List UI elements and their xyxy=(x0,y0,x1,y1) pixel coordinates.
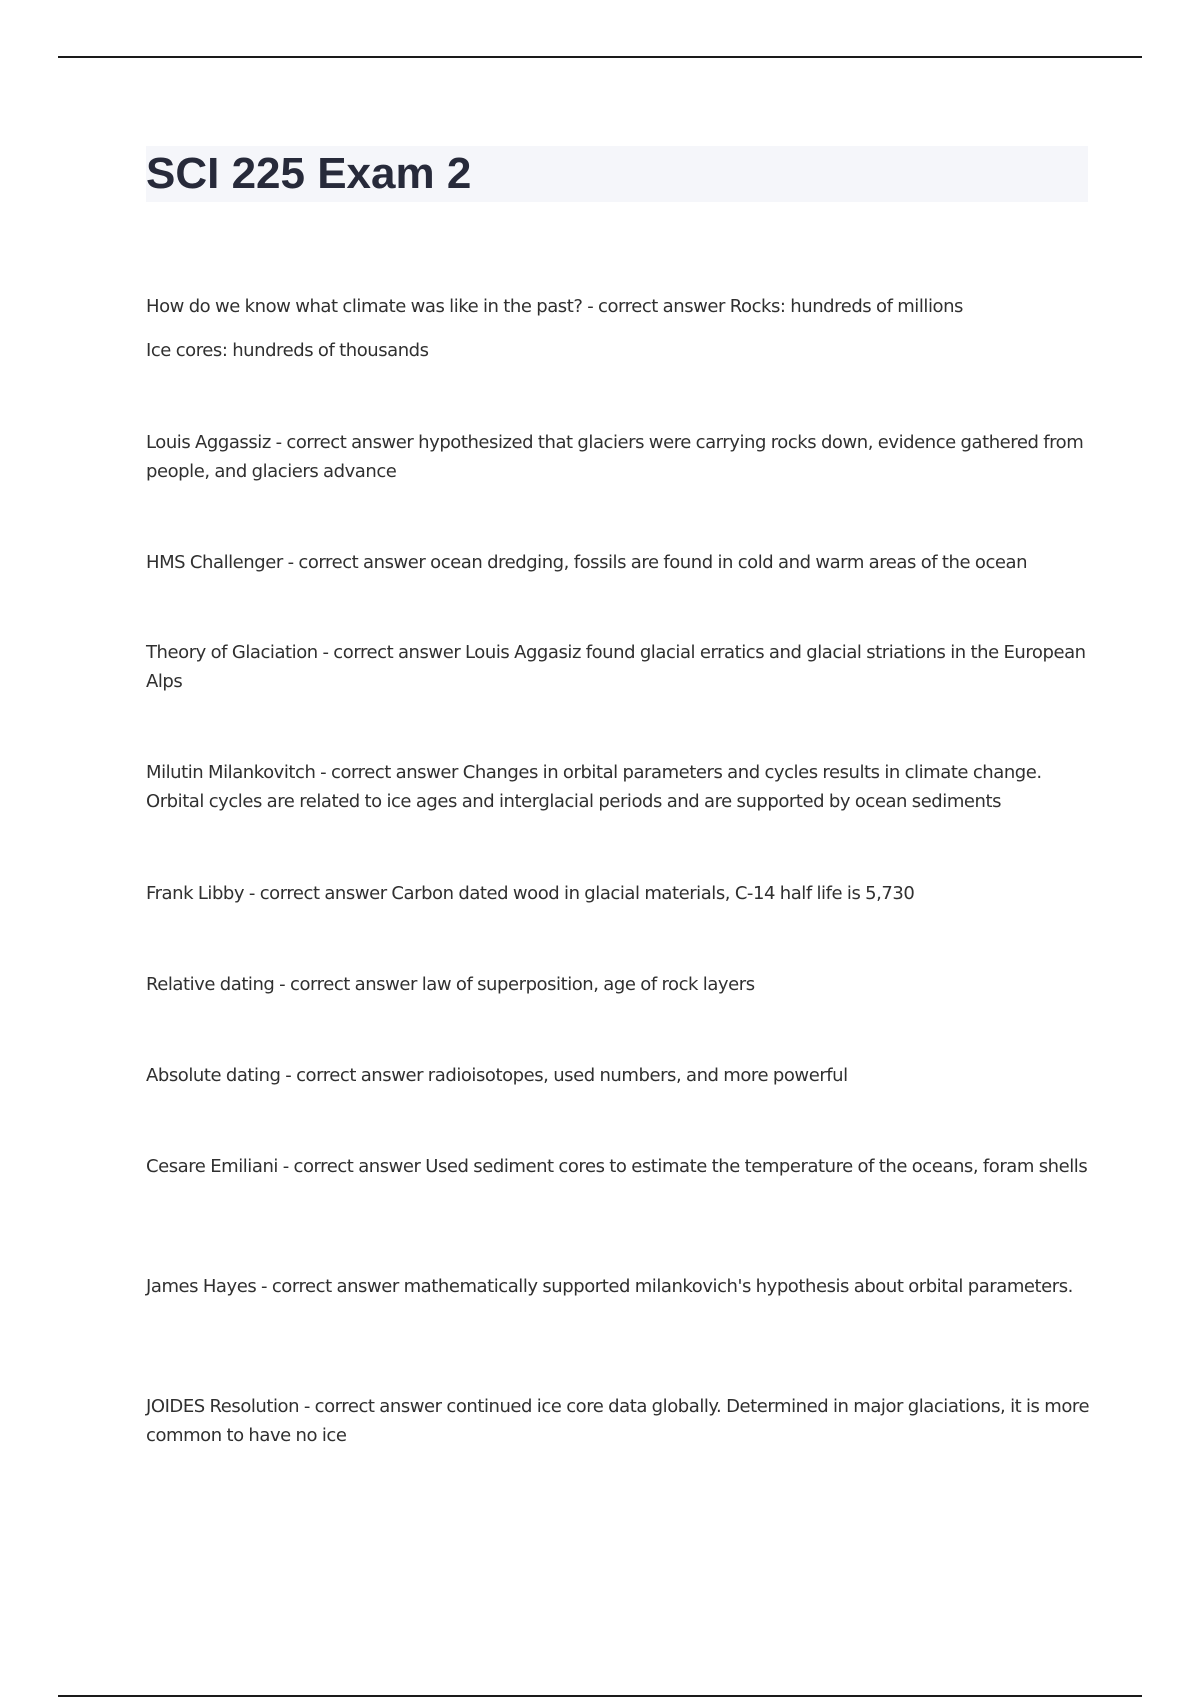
entry-ice-cores: Ice cores: hundreds of thousands xyxy=(146,340,429,361)
entry-hms-challenger: HMS Challenger - correct answer ocean dredging, fossils are found in cold and warm areas of the ocean xyxy=(146,552,1028,573)
bottom-rule xyxy=(58,1695,1142,1697)
top-rule xyxy=(58,56,1142,58)
entry-milutin-milankovitch: Milutin Milankovitch - correct answer Changes in orbital parameters and cycles results in climate change. Orbital cycles are related to ice ages and interglacial periods and are supported by ocean sediments xyxy=(146,762,1042,812)
page-title: SCI 225 Exam 2 xyxy=(146,149,472,198)
entry-joides-resolution: JOIDES Resolution - correct answer continued ice core data globally. Determined in major glaciations, it is more common to have no ice xyxy=(146,1396,1090,1446)
entry-theory-of-glaciation: Theory of Glaciation - correct answer Louis Aggasiz found glacial erratics and glacial striations in the European Alps xyxy=(146,642,1086,692)
entry-frank-libby: Frank Libby - correct answer Carbon dated wood in glacial materials, C-14 half life is 5,730 xyxy=(146,883,915,904)
entry-louis-aggassiz: Louis Aggassiz - correct answer hypothesized that glaciers were carrying rocks down, evidence gathered from people, and glaciers advance xyxy=(146,432,1084,482)
entry-relative-dating: Relative dating - correct answer law of superposition, age of rock layers xyxy=(146,974,755,995)
entry-climate-past: How do we know what climate was like in the past? - correct answer Rocks: hundreds of millions xyxy=(146,296,963,317)
title-banner xyxy=(146,146,1088,202)
entry-james-hayes: James Hayes - correct answer mathematically supported milankovich's hypothesis about orbital parameters. xyxy=(146,1276,1073,1297)
entry-cesare-emiliani: Cesare Emiliani - correct answer Used sediment cores to estimate the temperature of the oceans, foram shells xyxy=(146,1156,1088,1177)
entry-absolute-dating: Absolute dating - correct answer radioisotopes, used numbers, and more powerful xyxy=(146,1065,848,1086)
